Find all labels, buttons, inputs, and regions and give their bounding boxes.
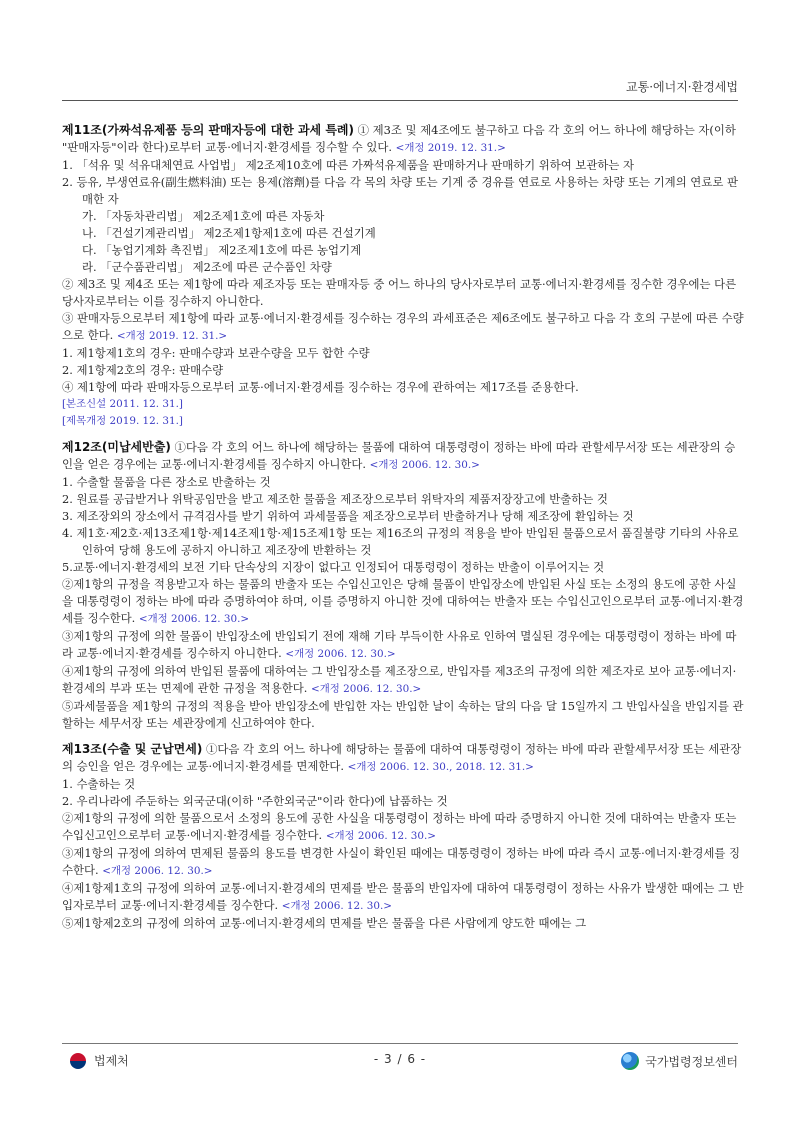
sub-list-item: 나. 「건설기계관리법」 제2조제1항제1호에 따른 건설기계 [82,226,376,240]
list-item: 5.교통·에너지·환경세의 보전 기타 단속상의 지장이 없다고 인정되어 대통령령이 정하는 반출이 이루어지는 것 [62,560,605,574]
paragraph [62,810,746,845]
list-item: 1. 수출할 물품을 다른 장소로 반출하는 것 [62,475,271,489]
paragraph-text: ③제1항의 규정에 의하여 면제된 물품의 용도를 변경한 사실이 확인된 때에는 대통령령이 정하는 바에 따라 즉시 교통·에너지·환경세를 징수한다. [62,846,740,877]
list-item: 2. 제1항제2호의 경우: 판매수량 [62,363,224,377]
amendment-note: <개정 2006. 12. 30.> [281,900,392,912]
list-item: 1. 수출하는 것 [62,777,136,791]
paragraph [62,663,746,698]
paragraph: ⑤제1항제2호의 규정에 의하여 교통·에너지·환경세의 면제를 받은 물품을 다른 사람에게 양도한 때에는 그 [62,916,587,930]
paragraph [62,880,746,915]
paragraph [62,628,746,663]
article-lead-text: ①다음 각 호의 어느 하나에 해당하는 물품에 대하여 대통령령이 정하는 바에 따라 관할세무서장 또는 세관장의 승인을 얻은 경우에는 교통·에너지·환경세를 면제한다. [62,742,742,773]
list-item: 2. 우리나라에 주둔하는 외국군대(이하 "주한외국군"이라 한다)에 납품하는 것 [62,794,448,808]
header-divider [62,100,738,101]
article-11 [62,122,746,430]
article-title: 제12조(미납세반출) [62,440,171,454]
paragraph-text: ②제1항의 규정을 적용받고자 하는 물품의 반출자 또는 수입신고인은 당해 물품이 반입장소에 반입된 사실 또는 소정의 용도에 공한 사실을 대통령령이 정하는 바에 따라 증명하여야 하며, 이를 증명하지 아니한 것에 대하여는 반출자 또는 수입신고인으로부터 교통·에너지·환경세를 징수한다. [62,577,744,625]
article-title: 제11조(가짜석유제품 등의 판매자등에 대한 과세 특례) [62,123,354,137]
document-header-title: 교통·에너지·환경세법 [626,80,738,94]
paragraph-text: ④제1항의 규정에 의하여 반입된 물품에 대하여는 그 반입장소를 제조장으로, 반입자를 제3조의 규정에 의한 제조자로 보아 교통·에너지·환경세의 부과 또는 면제에 관한 규정을 적용한다. [62,664,737,695]
paragraph-text: ③제1항의 규정에 의한 물품이 반입장소에 반입되기 전에 재해 기타 부득이한 사유로 인하여 멸실된 경우에는 대통령령이 정하는 바에 따라 교통·에너지·환경세를 징수하지 아니한다. [62,629,737,660]
amendment-note: <개정 2019. 12. 31.> [395,142,506,154]
amendment-note: <개정 2019. 12. 31.> [116,330,228,342]
article-title: 제13조(수출 및 군납면세) [62,742,203,756]
amendment-note: [본조신설 2011. 12. 31.] [62,398,183,410]
sub-list-item: 라. 「군수품관리법」 제2조에 따른 군수품인 차량 [82,260,332,274]
paragraph: ④ 제1항에 따라 판매자등으로부터 교통·에너지·환경세를 징수하는 경우에 관하여는 제17조를 준용한다. [62,380,579,394]
list-item: 3. 제조장외의 장소에서 규격검사를 받기 위하여 과세물품을 제조장으로부터 반출하거나 당해 제조장에 환입하는 것 [62,509,634,523]
sub-list-item: 다. 「농업기계화 촉진법」 제2조제1호에 따른 농업기계 [82,243,362,257]
article-13 [62,741,746,932]
page-number: - 3 / 6 - [373,1052,427,1066]
list-item: 4. 제1호·제2호·제13조제1항·제14조제1항·제15조제1항 또는 제16조의 규정의 적용을 받아 반입된 물품으로서 품질불량 기타의 사유로 인하여 당해 용도에 공하지 아니하고 제조장에 반환하는 것 [62,526,739,557]
article-lead [62,122,746,157]
amendment-note: [제목개정 2019. 12. 31.] [62,415,183,427]
amendment-note: <개정 2006. 12. 30.> [102,865,213,877]
amendment-note: <개정 2006. 12. 30.> [325,830,437,842]
article-lead-text: ①다음 각 호의 어느 하나에 해당하는 물품에 대하여 대통령령이 정하는 바에 따라 관할세무서장 또는 세관장의 승인을 얻은 경우에는 교통·에너지·환경세를 징수하지 아니한다. [62,440,736,471]
footer-right-label: 국가법령정보센터 [645,1054,738,1069]
sub-list-item: 가. 「자동차관리법」 제2조제1호에 따른 자동차 [82,209,325,223]
paragraph [62,576,746,628]
footer-left-label: 법제처 [94,1054,129,1068]
list-item: 1. 「석유 및 석유대체연료 사업법」 제2조제10호에 따른 가짜석유제품을 판매하거나 판매하기 위하여 보관하는 자 [62,158,634,172]
document-footer [62,1052,738,1072]
paragraph-text: ③ 판매자등으로부터 제1항에 따라 교통·에너지·환경세를 징수하는 경우의 과세표준은 제6조에도 불구하고 다음 각 호의 구분에 따른 수량으로 한다. [62,311,744,342]
paragraph [62,310,746,345]
paragraph-text: ④제1항제1호의 규정에 의하여 교통·에너지·환경세의 면제를 받은 물품의 반입자에 대하여 대통령령이 정하는 사유가 발생한 때에는 그 반입자로부터 교통·에너지·환경세를 징수한다. [62,881,744,912]
paragraph-text: ②제1항의 규정에 의한 물품으로서 소정의 용도에 공한 사실을 대통령령이 정하는 바에 따라 증명하지 아니한 것에 대하여는 반출자 또는 수입신고인으로부터 교통·에너지·환경세를 징수한다. [62,811,737,842]
amendment-note: <개정 2006. 12. 30.> [138,613,250,625]
globe-logo-icon [621,1052,639,1070]
list-item: 2. 원료를 공급받거나 위탁공임만을 받고 제조한 물품을 제조장으로부터 위탁자의 제품저장장고에 반출하는 것 [62,492,608,506]
paragraph: ② 제3조 및 제4조 또는 제1항에 따라 제조자등 또는 판매자등 중 어느 하나의 당사자로부터 교통·에너지·환경세를 징수한 경우에는 다른 당사자로부터는 이를 징수하지 아니한다. [62,277,737,308]
footer-divider [62,1043,738,1044]
list-item: 1. 제1항제1호의 경우: 판매수량과 보관수량을 모두 합한 수량 [62,346,370,360]
paragraph: ⑤과세물품을 제1항의 규정의 적용을 받아 반입장소에 반입한 자는 반입한 날이 속하는 달의 다음 달 15일까지 그 반입사실을 반입지를 관할하는 세무서장 또는 세관장에게 신고하여야 한다. [62,699,744,730]
article-lead [62,741,746,776]
paragraph [62,845,746,880]
amendment-note: <개정 2006. 12. 30.> [369,459,480,471]
amendment-note: <개정 2006. 12. 30.> [285,648,396,660]
document-body [62,122,746,932]
footer-right [621,1052,738,1070]
amendment-note: <개정 2006. 12. 30., 2018. 12. 31.> [347,761,534,773]
list-item: 2. 등유, 부생연료유(副生燃料油) 또는 용제(溶劑)를 다음 각 목의 차량 또는 기계 중 경유를 연료로 사용하는 차량 또는 기계의 연료로 판매한 자 [62,175,738,206]
article-lead [62,439,746,474]
amendment-note: <개정 2006. 12. 30.> [311,683,422,695]
article-12 [62,439,746,732]
article-lead-text: ① 제3조 및 제4조에도 불구하고 다음 각 호의 어느 하나에 해당하는 자(이하 "판매자등"이라 한다)로부터 교통·에너지·환경세를 징수할 수 있다. [62,123,736,154]
